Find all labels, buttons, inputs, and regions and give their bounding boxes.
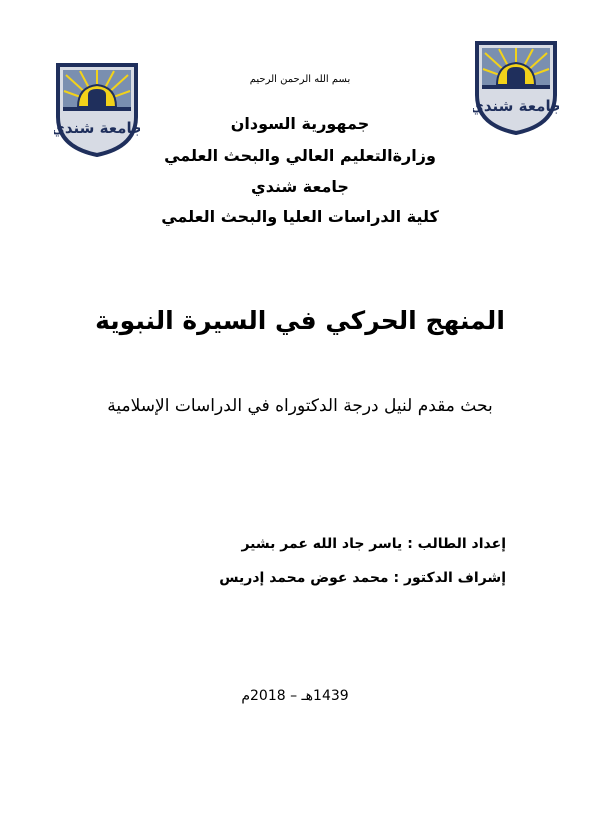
supervisor-name: محمد عوض محمد إدريس bbox=[219, 570, 389, 586]
university-crest-logo-left bbox=[54, 61, 140, 157]
supervisor-label: إشراف الدكتور : bbox=[393, 570, 506, 586]
university-crest-icon bbox=[473, 39, 559, 135]
university-crest-icon bbox=[54, 61, 140, 157]
date: 1439هـ – 2018م bbox=[241, 688, 349, 704]
crest-text-left: جامعة شندي bbox=[54, 119, 140, 137]
student-name: ياسر جاد الله عمر بشير bbox=[241, 536, 403, 552]
student-label: إعداد الطالب : bbox=[407, 536, 506, 552]
college-name: كلية الدراسات العليا والبحث العلمي bbox=[161, 207, 439, 226]
country-name: جمهورية السودان bbox=[230, 114, 370, 133]
university-crest-logo-right bbox=[473, 39, 559, 135]
crest-text-right: جامعة شندي bbox=[473, 97, 559, 115]
student-line bbox=[241, 536, 506, 552]
thesis-title: المنهج الحركي في السيرة النبوية bbox=[95, 306, 505, 335]
ministry-name: وزارةالتعليم العالي والبحث العلمي bbox=[164, 146, 436, 165]
supervisor-line bbox=[219, 570, 506, 586]
basmala: بسم الله الرحمن الرحيم bbox=[249, 74, 351, 85]
university-name: جامعة شندي bbox=[251, 177, 349, 196]
degree-statement: بحث مقدم لنيل درجة الدكتوراه في الدراسات الإسلامية bbox=[107, 396, 493, 416]
